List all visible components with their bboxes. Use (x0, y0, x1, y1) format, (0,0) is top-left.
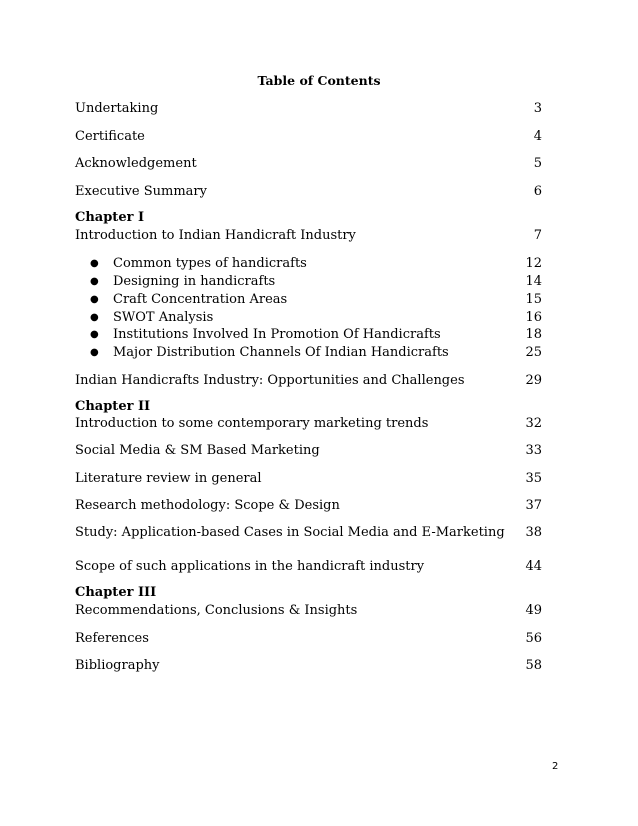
toc-entry-label: Study: Application-based Cases in Social Media and E-Marketing (75, 525, 505, 540)
toc-subentry-label: Major Distribution Channels Of Indian Handicrafts (113, 345, 449, 360)
toc-entry-page: 49 (525, 603, 542, 618)
toc-entry-page: 58 (525, 658, 542, 673)
toc-entry (75, 228, 542, 244)
toc-entry (75, 658, 542, 674)
toc-entry-page: 4 (533, 129, 542, 144)
toc-subentry-label: SWOT Analysis (113, 310, 214, 325)
toc-subentry-page: 25 (525, 345, 542, 360)
toc-subentry (90, 274, 542, 290)
toc-entry-label: Recommendations, Conclusions & Insights (75, 603, 358, 618)
toc-subentry-label: Craft Concentration Areas (113, 292, 288, 307)
toc-subentry (90, 256, 542, 272)
toc-subentry (90, 327, 542, 343)
toc-entry-page: 6 (533, 184, 542, 199)
toc-subentry (90, 345, 542, 361)
toc-entry-label: Undertaking (75, 101, 159, 116)
bullet-icon: ● (90, 276, 99, 287)
toc-entry (75, 184, 542, 200)
toc-entry-label: Indian Handicrafts Industry: Opportunities and Challenges (75, 373, 465, 388)
toc-entry-label: Social Media & SM Based Marketing (75, 443, 320, 458)
toc-subentry-label: Institutions Involved In Promotion Of Handicrafts (113, 327, 441, 342)
toc-entry-page: 33 (525, 443, 542, 458)
bullet-icon: ● (90, 347, 99, 358)
toc-entry (75, 471, 542, 487)
toc-entry-label: Executive Summary (75, 184, 207, 199)
bullet-icon: ● (90, 294, 99, 305)
toc-entry-page: 32 (525, 416, 542, 431)
toc-subentry (90, 292, 542, 308)
toc-subentry-page: 16 (525, 310, 542, 325)
page-number: 2 (552, 761, 559, 772)
toc-entry (75, 129, 542, 145)
toc-entry-page: 44 (525, 559, 542, 574)
chapter-heading: Chapter III (75, 585, 157, 600)
toc-entry-label: Introduction to Indian Handicraft Industry (75, 228, 356, 243)
toc-subentry-label: Common types of handicrafts (113, 256, 307, 271)
toc-entry-page: 29 (525, 373, 542, 388)
chapter-heading: Chapter I (75, 210, 145, 225)
toc-entry-label: Bibliography (75, 658, 160, 673)
toc-title: Table of Contents (257, 73, 381, 88)
toc-entry (75, 559, 542, 575)
bullet-icon: ● (90, 329, 99, 340)
toc-subentry-page: 12 (525, 256, 542, 271)
toc-subentry-page: 14 (525, 274, 542, 289)
toc-subentry-page: 15 (525, 292, 542, 307)
bullet-icon: ● (90, 258, 99, 269)
toc-subentry (90, 310, 542, 326)
chapter-heading: Chapter II (75, 399, 151, 414)
toc-entry-label: Literature review in general (75, 471, 262, 486)
toc-entry (75, 498, 542, 514)
toc-entry-page: 7 (533, 228, 542, 243)
toc-entry (75, 443, 542, 459)
toc-entry-label: Introduction to some contemporary marketing trends (75, 416, 429, 431)
toc-entry-page: 3 (533, 101, 542, 116)
toc-entry-page: 56 (525, 631, 542, 646)
toc-entry (75, 101, 542, 117)
toc-entry-page: 37 (525, 498, 542, 513)
toc-entry-page: 38 (525, 525, 542, 540)
toc-entry-label: References (75, 631, 149, 646)
toc-entry (75, 525, 542, 541)
toc-entry-label: Certificate (75, 129, 145, 144)
toc-entry (75, 156, 542, 172)
toc-entry (75, 373, 542, 389)
toc-entry-label: Scope of such applications in the handicraft industry (75, 559, 425, 574)
toc-subentry-label: Designing in handicrafts (113, 274, 276, 289)
toc-entry-label: Research methodology: Scope & Design (75, 498, 340, 513)
toc-entry (75, 416, 542, 432)
toc-entry-label: Acknowledgement (75, 156, 197, 171)
toc-entry (75, 603, 542, 619)
toc-subentry-page: 18 (525, 327, 542, 342)
toc-entry-page: 5 (533, 156, 542, 171)
bullet-icon: ● (90, 312, 99, 323)
toc-entry (75, 631, 542, 647)
toc-entry-page: 35 (525, 471, 542, 486)
